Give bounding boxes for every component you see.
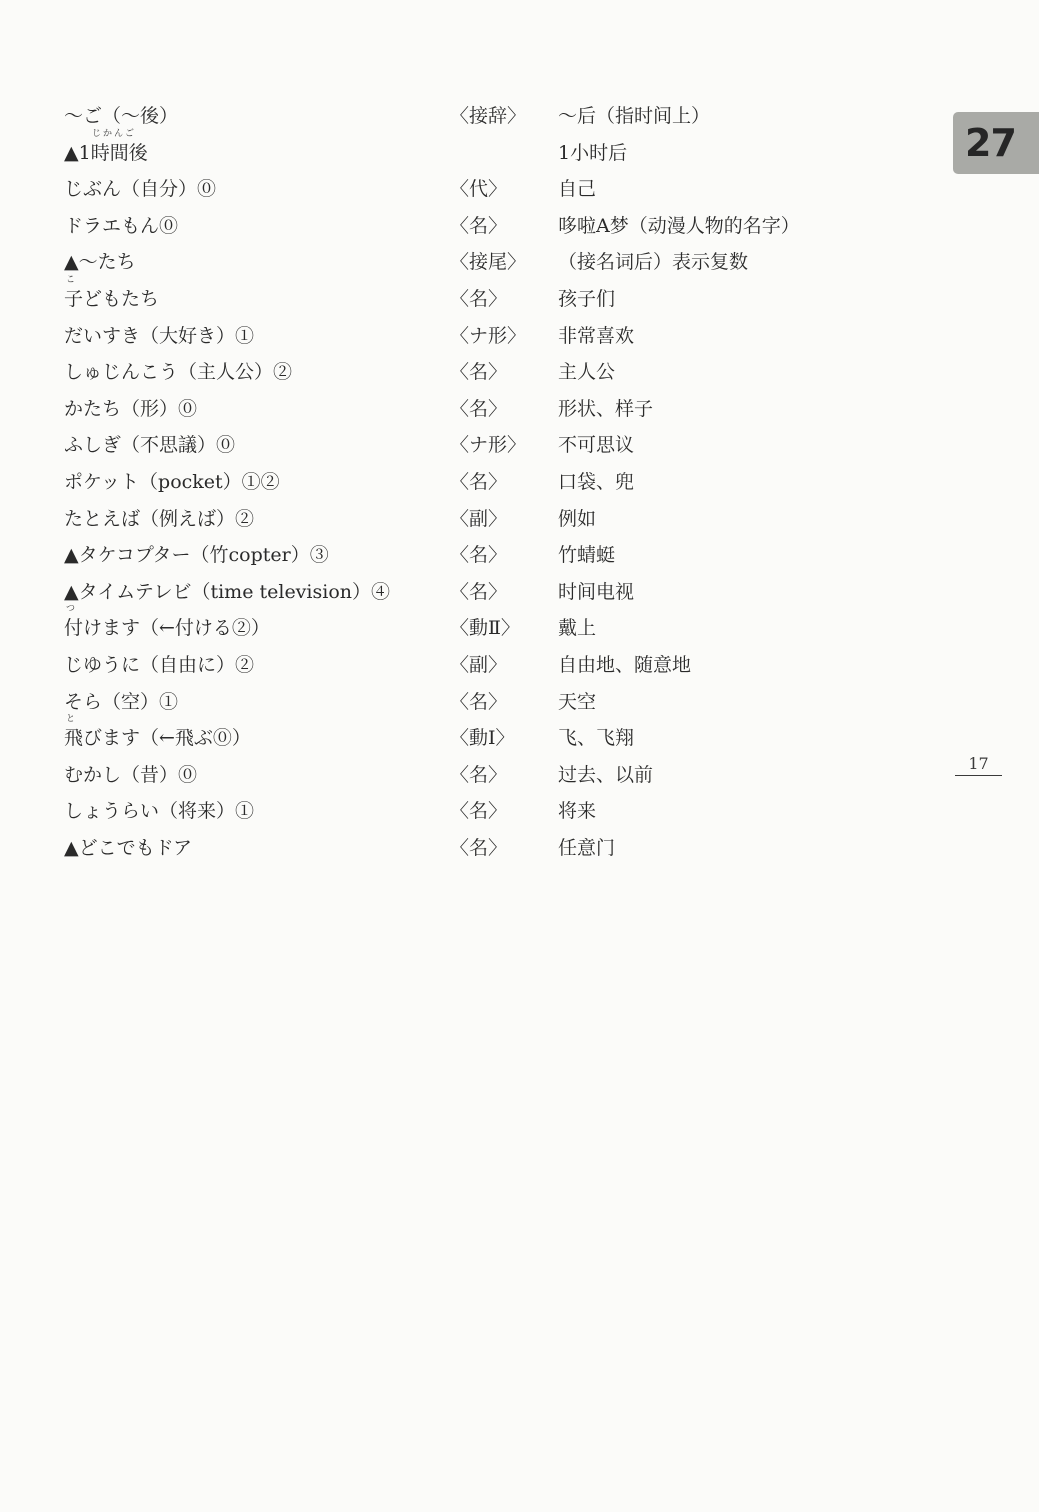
vocab-row	[64, 647, 884, 684]
vocab-word: ドラエもん⓪	[64, 214, 179, 237]
vocab-word: しょうらい（将来）①	[64, 800, 255, 823]
vocab-row	[64, 714, 884, 757]
vocab-meaning: 哆啦A梦（动漫人物的名字）	[558, 214, 800, 237]
vocab-furigana: つ	[66, 604, 78, 615]
vocab-meaning: 竹蜻蜓	[558, 544, 616, 567]
vocab-part-of-speech: 〈ナ形〉	[450, 434, 527, 457]
vocab-word: むかし（昔）⓪	[64, 763, 198, 786]
vocab-meaning: 戴上	[558, 617, 597, 640]
page-number: 17	[955, 754, 1002, 776]
vocab-row	[64, 830, 884, 867]
vocab-row	[64, 793, 884, 830]
vocab-word: ▲1時間後	[64, 141, 148, 164]
vocab-word: しゅじんこう（主人公）②	[64, 361, 293, 384]
vocab-part-of-speech: 〈ナ形〉	[450, 324, 527, 347]
vocab-part-of-speech: 〈名〉	[450, 690, 508, 713]
vocab-meaning: 主人公	[558, 361, 616, 384]
vocab-word: ポケット（pocket）①②	[64, 470, 280, 493]
vocab-meaning: 不可思议	[558, 434, 635, 457]
vocab-meaning: 将来	[558, 800, 597, 823]
vocab-meaning: 飞、飞翔	[558, 727, 635, 750]
vocab-word: ふしぎ（不思議）⓪	[64, 434, 236, 457]
vocab-row	[64, 537, 884, 574]
vocab-meaning: 天空	[558, 690, 597, 713]
vocab-word: ▲タイムテレビ（time television）④	[64, 580, 390, 603]
vocab-meaning: 任意门	[558, 836, 616, 859]
vocab-row	[64, 464, 884, 501]
vocab-meaning: 时间电视	[558, 580, 635, 603]
vocab-part-of-speech: 〈動Ⅰ〉	[450, 727, 515, 750]
vocab-word: たとえば（例えば）②	[64, 507, 255, 530]
vocab-part-of-speech: 〈名〉	[450, 361, 508, 384]
vocab-part-of-speech: 〈名〉	[450, 836, 508, 859]
vocab-row	[64, 574, 884, 611]
vocab-word: じぶん（自分）⓪	[64, 178, 217, 201]
vocab-word: かたち（形）⓪	[64, 397, 198, 420]
vocab-row	[64, 274, 884, 318]
vocab-row	[64, 427, 884, 464]
vocab-word: 付けます（←付ける②）	[64, 617, 270, 640]
vocab-part-of-speech: 〈名〉	[450, 763, 508, 786]
vocab-row	[64, 757, 884, 794]
vocab-row	[64, 128, 884, 172]
vocab-part-of-speech: 〈名〉	[450, 470, 508, 493]
vocab-row	[64, 98, 884, 135]
vocab-meaning: 过去、以前	[558, 763, 654, 786]
vocab-meaning: 孩子们	[558, 287, 616, 310]
vocab-row	[64, 604, 884, 647]
vocab-row	[64, 354, 884, 391]
vocab-meaning: 非常喜欢	[558, 324, 635, 347]
vocab-part-of-speech: 〈代〉	[450, 178, 508, 201]
vocab-part-of-speech: 〈名〉	[450, 544, 508, 567]
vocab-row	[64, 318, 884, 355]
vocab-word: ▲タケコプター（竹copter）③	[64, 544, 329, 567]
vocab-part-of-speech: 〈名〉	[450, 397, 508, 420]
vocab-furigana: こ	[66, 274, 78, 285]
vocab-meaning: 例如	[558, 507, 597, 530]
vocab-meaning: ～后（指时间上）	[558, 105, 711, 127]
vocab-part-of-speech: 〈接尾〉	[450, 251, 527, 274]
vocab-meaning: 形状、样子	[558, 397, 654, 420]
vocab-meaning: 口袋、兜	[558, 470, 635, 493]
vocab-furigana: じかんご	[92, 128, 137, 139]
vocab-word: そら（空）①	[64, 690, 179, 713]
vocab-word: ▲どこでもドア	[64, 836, 193, 859]
vocab-meaning: 自己	[558, 178, 597, 201]
vocab-part-of-speech: 〈名〉	[450, 287, 508, 310]
vocab-meaning: （接名词后）表示复数	[558, 251, 749, 274]
vocab-furigana: と	[66, 714, 78, 725]
vocab-word: ▲～たち	[64, 251, 136, 274]
vocab-word: だいすき（大好き）①	[64, 324, 255, 347]
vocab-part-of-speech: 〈名〉	[450, 214, 508, 237]
vocabulary-list	[64, 98, 884, 866]
vocab-part-of-speech: 〈動Ⅱ〉	[450, 617, 520, 640]
vocab-meaning: 自由地、随意地	[558, 653, 692, 676]
chapter-number: 27	[965, 121, 1016, 165]
vocab-part-of-speech: 〈副〉	[450, 507, 508, 530]
vocab-row	[64, 391, 884, 428]
vocab-part-of-speech: 〈副〉	[450, 653, 508, 676]
vocab-row	[64, 244, 884, 281]
vocab-part-of-speech: 〈名〉	[450, 800, 508, 823]
chapter-tab	[953, 112, 1039, 174]
vocab-row	[64, 208, 884, 245]
vocab-word: 子どもたち	[64, 287, 160, 310]
vocab-row	[64, 684, 884, 721]
vocab-row	[64, 501, 884, 538]
vocab-part-of-speech: 〈名〉	[450, 580, 508, 603]
vocab-word: じゆうに（自由に）②	[64, 653, 255, 676]
vocab-word: 飛びます（←飛ぶ⓪）	[64, 727, 251, 750]
vocab-row	[64, 171, 884, 208]
vocab-meaning: 1小时后	[558, 141, 628, 164]
vocab-part-of-speech: 〈接辞〉	[450, 105, 527, 127]
vocab-word: ～ご（～後）	[64, 105, 179, 127]
